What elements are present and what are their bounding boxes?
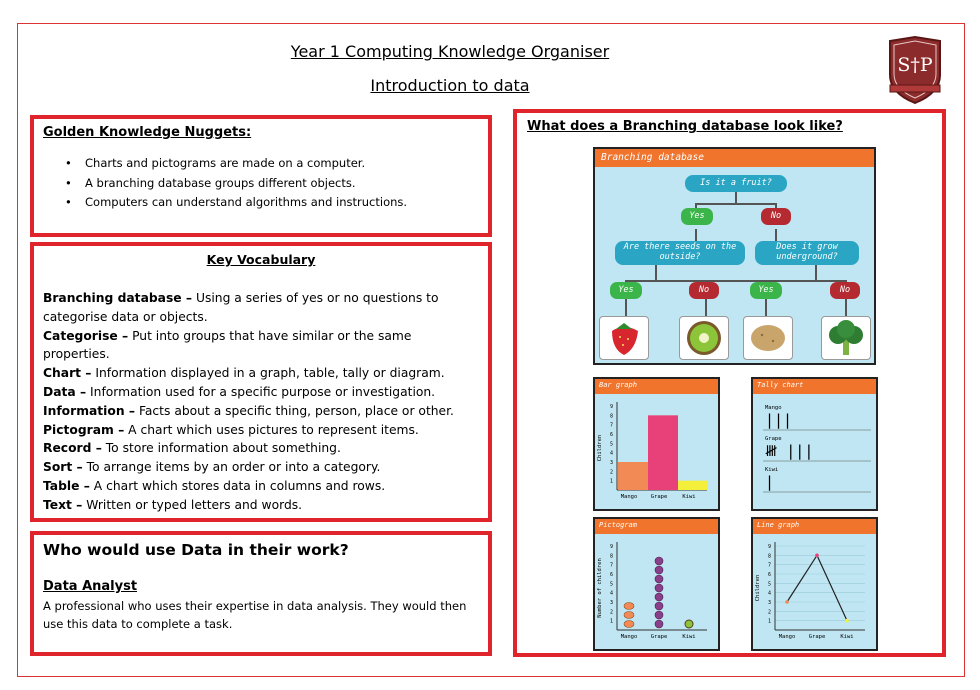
jobs-heading: Who would use Data in their work? bbox=[43, 541, 349, 559]
y-axis-label: Number of children bbox=[597, 558, 603, 618]
left-question: Are there seeds on the outside? bbox=[615, 241, 745, 265]
connector-line bbox=[695, 203, 777, 205]
bar-kiwi bbox=[678, 481, 708, 490]
y-tick-label: 5 bbox=[609, 441, 613, 448]
vocab-entry bbox=[43, 289, 479, 327]
tally-label: Kiwi bbox=[765, 467, 779, 473]
vocab-definition: Using a series of yes or no questions to categorise data or objects. bbox=[43, 291, 439, 324]
vocab-term: Categorise – bbox=[43, 328, 129, 343]
vocab-definition: Facts about a specific thing, person, place or other. bbox=[135, 403, 454, 418]
y-tick-label: 8 bbox=[609, 413, 613, 420]
tally-chart-panel bbox=[751, 377, 878, 511]
y-tick-label: 8 bbox=[767, 553, 771, 560]
data-jobs-box bbox=[30, 531, 492, 656]
y-tick-label: 9 bbox=[609, 404, 613, 410]
y-tick-label: 1 bbox=[767, 618, 771, 625]
y-tick-label: 6 bbox=[609, 572, 613, 578]
x-tick-label: Mango bbox=[778, 634, 796, 640]
crest-text: S†P bbox=[897, 54, 933, 76]
x-tick-label: Grape bbox=[808, 634, 826, 640]
vocab-term: Chart – bbox=[43, 366, 92, 381]
job-role: Data Analyst bbox=[43, 579, 138, 594]
y-tick-label: 3 bbox=[609, 600, 613, 606]
y-tick-label: 2 bbox=[609, 469, 613, 476]
vocab-term: Information – bbox=[43, 403, 136, 418]
vocab-entry bbox=[43, 458, 479, 477]
vocabulary-heading: Key Vocabulary bbox=[206, 252, 316, 267]
vocab-definition: Put into groups that have similar or the same properties. bbox=[43, 328, 412, 362]
x-tick-label: Mango bbox=[620, 494, 638, 500]
connector-line bbox=[775, 229, 777, 241]
bar-mango bbox=[618, 462, 648, 490]
vocab-definition: To arrange items by an order or into a category. bbox=[82, 460, 381, 475]
branching-database-diagram bbox=[593, 147, 876, 365]
line-graph-panel bbox=[751, 517, 878, 651]
list-item: • Charts and pictograms are made on a computer. bbox=[65, 154, 479, 174]
kiwi-image bbox=[679, 316, 729, 360]
connector-line bbox=[655, 265, 657, 280]
vocab-definition: Written or typed letters and words. bbox=[82, 497, 303, 512]
no-label: No bbox=[761, 208, 791, 225]
vocab-entry bbox=[43, 402, 479, 421]
yes-label: Yes bbox=[681, 208, 713, 225]
connector-line bbox=[625, 280, 845, 282]
x-tick-label: Grape bbox=[650, 494, 668, 500]
y-tick-label: 6 bbox=[767, 572, 771, 578]
y-tick-label: 7 bbox=[767, 562, 771, 569]
vocab-definition: Information displayed in a graph, table, tally or diagram. bbox=[91, 366, 445, 381]
broccoli-image bbox=[821, 316, 871, 360]
vocab-entry bbox=[43, 439, 479, 458]
tally-marks: | bbox=[765, 473, 775, 491]
tally-label: Mango bbox=[765, 405, 782, 411]
y-tick-label: 2 bbox=[767, 609, 771, 616]
y-tick-label: 9 bbox=[767, 544, 771, 550]
branching-panel-title: Branching database bbox=[595, 149, 874, 167]
branching-heading: What does a Branching database look like? bbox=[527, 119, 843, 134]
key-vocabulary-box bbox=[30, 242, 492, 522]
y-tick-label: 1 bbox=[609, 478, 613, 485]
no-label: No bbox=[830, 282, 860, 299]
page-title: Year 1 Computing Knowledge Organiser bbox=[290, 42, 610, 61]
pictogram-icon-grape bbox=[655, 620, 663, 628]
root-question: Is it a fruit? bbox=[685, 175, 787, 192]
vocab-term: Data – bbox=[43, 384, 87, 399]
nuggets-heading: Golden Knowledge Nuggets: bbox=[43, 125, 252, 140]
school-crest-logo bbox=[882, 35, 948, 105]
y-tick-label: 4 bbox=[767, 590, 771, 597]
job-description: A professional who uses their expertise in data analysis. They would then use this data to complete a task. bbox=[43, 599, 467, 631]
vocab-term: Sort – bbox=[43, 460, 83, 475]
line-series bbox=[787, 555, 847, 620]
data-point-kiwi bbox=[845, 619, 849, 623]
pictogram-icon-grape bbox=[655, 584, 663, 592]
list-item: • Computers can understand algorithms and instructions. bbox=[65, 193, 479, 213]
vocab-term: Text – bbox=[43, 497, 83, 512]
x-tick-label: Grape bbox=[650, 634, 668, 640]
pictogram-icon-grape bbox=[655, 611, 663, 619]
tally-chart bbox=[753, 394, 876, 509]
y-tick-label: 5 bbox=[767, 581, 771, 588]
y-tick-label: 7 bbox=[609, 422, 613, 429]
vocab-term: Record – bbox=[43, 441, 102, 456]
x-tick-label: Kiwi bbox=[682, 634, 696, 640]
yes-label: Yes bbox=[610, 282, 642, 299]
nuggets-list bbox=[43, 154, 479, 213]
vocab-definition: Information used for a specific purpose or investigation. bbox=[86, 384, 436, 399]
pictogram-icon-kiwi bbox=[685, 620, 693, 628]
pictogram-icon-grape bbox=[655, 602, 663, 610]
bar-grape bbox=[648, 415, 678, 490]
pictogram-icon-grape bbox=[655, 575, 663, 583]
pictogram bbox=[595, 534, 718, 649]
x-tick-label: Kiwi bbox=[682, 494, 696, 500]
y-tick-label: 3 bbox=[609, 460, 613, 466]
list-item: • A branching database groups different objects. bbox=[65, 174, 479, 194]
right-question: Does it grow underground? bbox=[755, 241, 859, 265]
yes-label: Yes bbox=[750, 282, 782, 299]
data-point-grape bbox=[815, 554, 819, 558]
vocab-term: Table – bbox=[43, 478, 90, 493]
vocab-entry bbox=[43, 364, 479, 383]
data-point-mango bbox=[785, 600, 789, 604]
pictogram-icon-grape bbox=[655, 566, 663, 574]
bar-graph-title: Bar graph bbox=[595, 379, 718, 394]
bar-graph bbox=[595, 394, 718, 509]
y-axis-label: Children bbox=[597, 434, 603, 462]
potato-image bbox=[743, 316, 793, 360]
line-graph-title: Line graph bbox=[753, 519, 876, 534]
y-tick-label: 8 bbox=[609, 553, 613, 560]
vocab-term: Pictogram – bbox=[43, 422, 125, 437]
vocab-entry bbox=[43, 477, 479, 496]
page-subtitle: Introduction to data bbox=[370, 76, 530, 95]
line-graph bbox=[753, 534, 876, 649]
vocab-entry bbox=[43, 327, 479, 365]
y-tick-label: 3 bbox=[767, 600, 771, 606]
pictogram-icon-grape bbox=[655, 557, 663, 565]
vocab-term: Branching database – bbox=[43, 291, 193, 305]
pictogram-panel bbox=[593, 517, 720, 651]
connector-line bbox=[815, 265, 817, 280]
y-tick-label: 1 bbox=[609, 618, 613, 625]
vocab-definition: A chart which stores data in columns and rows. bbox=[89, 478, 386, 493]
y-axis-label: Children bbox=[755, 574, 761, 602]
tally-chart-title: Tally chart bbox=[753, 379, 876, 394]
golden-nuggets-box bbox=[30, 115, 492, 237]
bar-graph-panel bbox=[593, 377, 720, 511]
tally-label: Grape bbox=[765, 436, 782, 442]
y-tick-label: 2 bbox=[609, 609, 613, 616]
y-tick-label: 7 bbox=[609, 562, 613, 569]
tally-marks: 𝍸 ||| bbox=[765, 442, 814, 460]
y-tick-label: 4 bbox=[609, 590, 613, 597]
vocab-definition: To store information about something. bbox=[101, 441, 341, 456]
vocab-entry bbox=[43, 421, 479, 440]
pictogram-icon-mango bbox=[624, 612, 634, 619]
pictogram-icon-mango bbox=[624, 603, 634, 610]
x-tick-label: Kiwi bbox=[840, 634, 854, 640]
pictogram-icon-mango bbox=[624, 621, 634, 628]
vocab-entry bbox=[43, 496, 479, 515]
pictogram-icon-grape bbox=[655, 593, 663, 601]
strawberry-image bbox=[599, 316, 649, 360]
y-tick-label: 6 bbox=[609, 432, 613, 438]
vocab-entry bbox=[43, 383, 479, 402]
y-tick-label: 4 bbox=[609, 450, 613, 457]
y-tick-label: 9 bbox=[609, 544, 613, 550]
vocab-definition: A chart which uses pictures to represent items. bbox=[124, 422, 419, 437]
pictogram-title: Pictogram bbox=[595, 519, 718, 534]
x-tick-label: Mango bbox=[620, 634, 638, 640]
tally-marks: ||| bbox=[765, 411, 793, 429]
connector-line bbox=[695, 229, 697, 241]
y-tick-label: 5 bbox=[609, 581, 613, 588]
no-label: No bbox=[689, 282, 719, 299]
